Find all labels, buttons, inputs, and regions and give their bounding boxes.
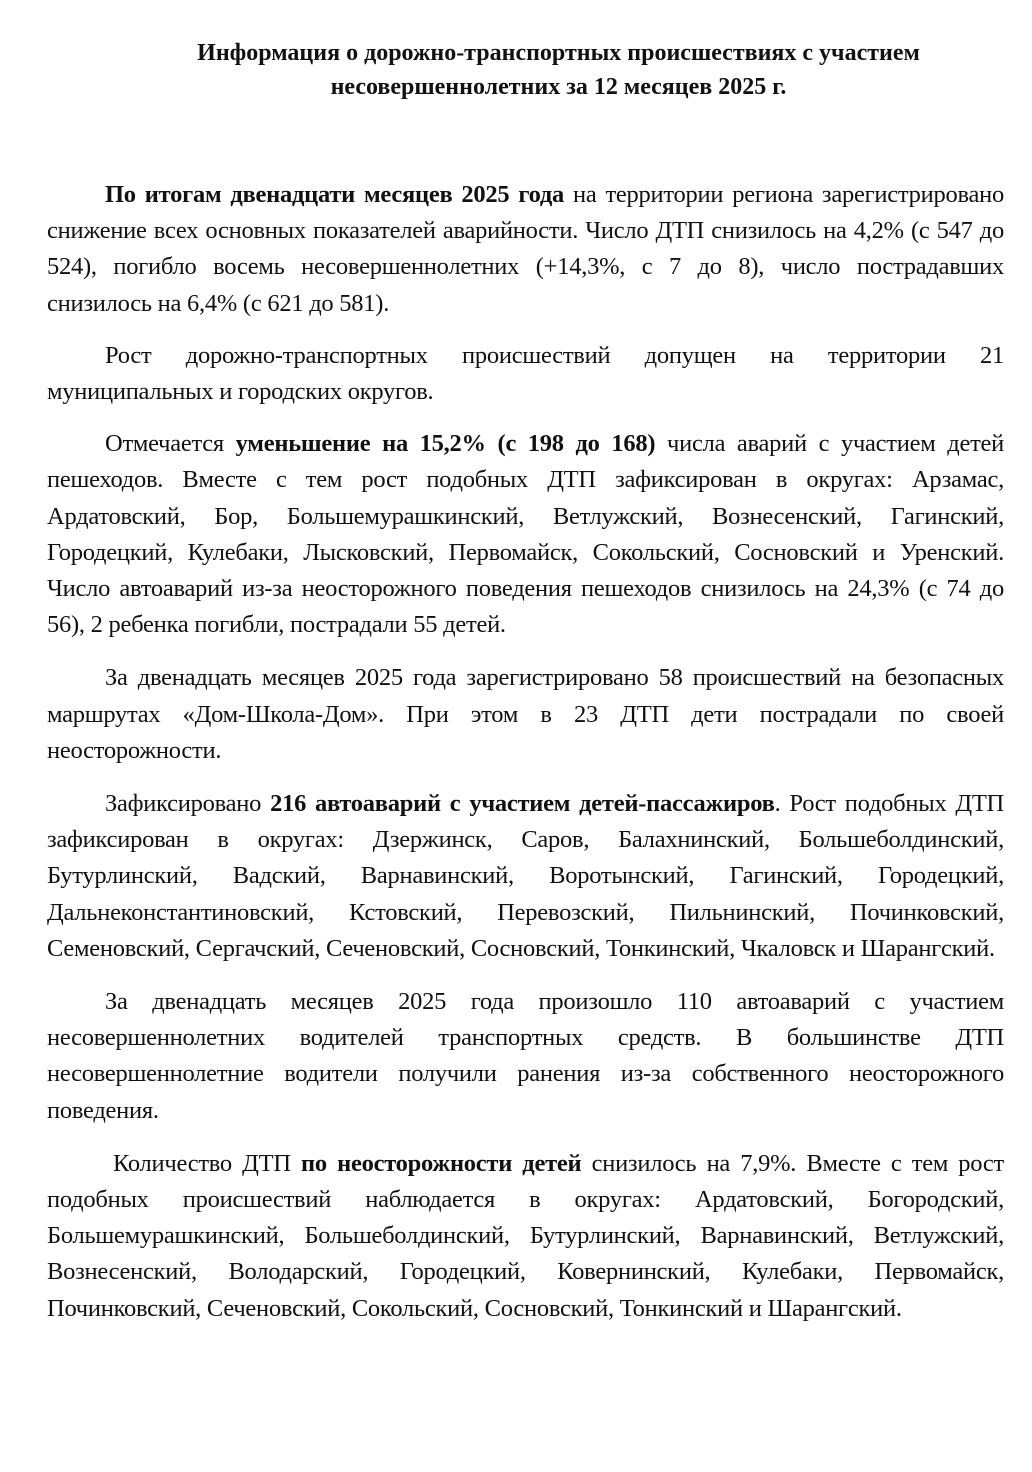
paragraph-text: За двенадцать месяцев 2025 года произошло 110 автоаварий с участием несовершеннолетних водителей транспортных средств. В большинстве ДТП несовершеннолетние водители получили ранения из-за собственного неосторожного поведения. (47, 988, 1004, 1124)
paragraph-text-pre: Отмечается (105, 430, 236, 458)
paragraph-text: Рост дорожно-транспортных происшествий допущен на территории 21 муниципальных и городских округов. (47, 341, 1004, 406)
paragraph-text-post: числа аварий с участием детей пешеходов. Вместе с тем рост подобных ДТП зафиксирован в округах: Арзамас, Ардатовский, Бор, Большемурашкинский, Ветлужский, Вознесенский, Гагинский, Городецкий, Кулебаки, Лысковский, Первомайск, Сокольский, Сосновский и Уренский. Число автоаварий из-за неосторожного поведения пешеходов снизилось на 24,3% (с 74 до 56), 2 ребенка погибли, пострадали 55 детей. (47, 430, 1005, 639)
paragraph-text: на территории региона зарегистрировано снижение всех основных показателей аварийности. Число ДТП снизилось на 4,2% (с 547 до 524), погибло восемь несовершеннолетних (+14,3%, с 7 до 8), число пострадавших снизилось на 6,4% (с 621 до 581). (47, 181, 1004, 317)
paragraph-school-routes (47, 660, 1004, 769)
paragraph-pedestrians (47, 426, 1004, 643)
paragraph-text-pre: Зафиксировано (105, 790, 271, 818)
title-line-2: несовершеннолетних за 12 месяцев 2025 г. (330, 74, 787, 100)
paragraph-text-post: снизилось на 7,9%. Вместе с тем рост подобных происшествий наблюдается в округах: Ардатовский, Богородский, Большемурашкинский, Большеболдинский, Бутурлинский, Варнавинский, Ветлужский, Вознесенский, Володарский, Городецкий, Ковернинский, Кулебаки, Первомайск, Починковский, Сеченовский, Сокольский, Сосновский, Тонкинский и Шарангский. (47, 1149, 1005, 1322)
paragraph-text-pre: Количество ДТП (113, 1149, 301, 1177)
paragraph-bold: 216 автоаварий с участием детей-пассажиров (270, 790, 775, 818)
paragraph-summary (47, 177, 1004, 322)
document-page (47, 36, 1004, 1327)
paragraph-growth-districts (47, 338, 1004, 410)
paragraph-bold-lead: По итогам двенадцати месяцев 2025 года (105, 181, 565, 208)
title-line-1: Информация о дорожно-транспортных происшествиях с участием (197, 40, 920, 66)
paragraph-passengers (47, 786, 1004, 967)
paragraph-text-post: . Рост подобных ДТП зафиксирован в округах: Дзержинск, Саров, Балахнинский, Большеболдинский, Бутурлинский, Вадский, Варнавинский, Воротынский, Гагинский, Городецкий, Дальнеконстантиновский, Кстовский, Перевозский, Пильнинский, Починковский, Семеновский, Сергачский, Сеченовский, Сосновский, Тонкинский, Чкаловск и Шарангский. (47, 790, 1004, 962)
paragraph-child-negligence (47, 1146, 1004, 1327)
paragraph-minor-drivers (47, 984, 1004, 1129)
paragraph-bold: по неосторожности детей (301, 1149, 582, 1177)
document-title (117, 36, 1004, 104)
paragraph-bold: уменьшение на 15,2% (с 198 до 168) (235, 430, 656, 458)
paragraph-text: За двенадцать месяцев 2025 года зарегистрировано 58 происшествий на безопасных маршрутах «Дом-Школа-Дом». При этом в 23 ДТП дети пострадали по своей неосторожности. (47, 664, 1004, 764)
